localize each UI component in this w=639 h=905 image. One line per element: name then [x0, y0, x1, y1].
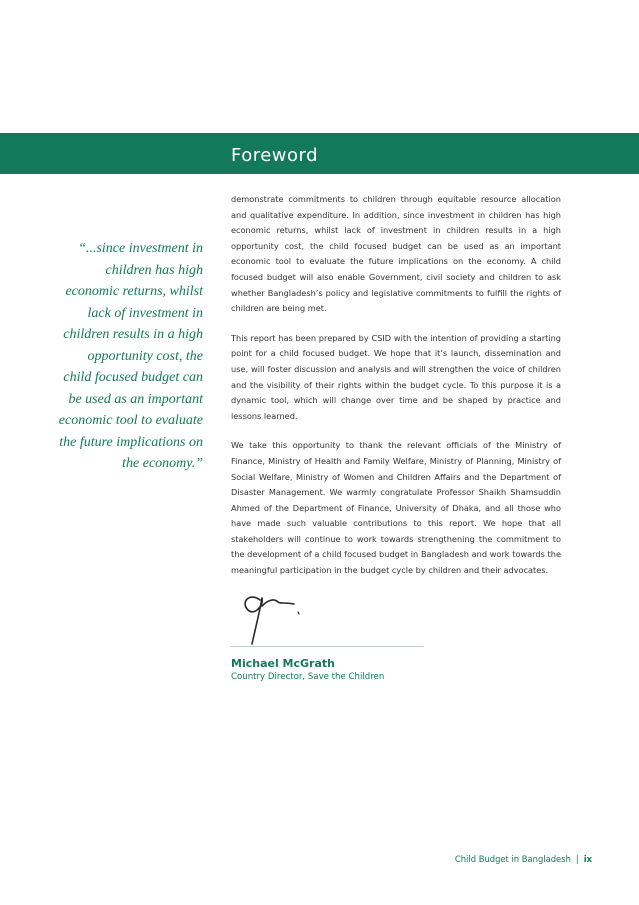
body-text — [231, 192, 561, 593]
body-paragraph-1: demonstrate commitments to children through equitable resource allocation and qualitative expenditure. In addition, since investment in children has high economic returns, whilst lack of investment in children results in a high opportunity cost, the child focused budget can be used as an important economic tool to evaluate the future implications on the economy. A child focused budget will also enable Government, civil society and children to ask whether Bangladesh’s policy and legislative commitments to fulfill the rights of children are being met. — [231, 194, 561, 314]
pull-quote: “...since investment in children has high economic returns, whilst lack of investment in children results in a high opportunity cost, the child focused budget can be used as an important economic tool to evaluate the future implications on the economy.” — [58, 241, 203, 471]
signer-role: Country Director, Save the Children — [231, 672, 385, 682]
body-paragraph-2: This report has been prepared by CSID with the intention of providing a starting point for a child focused budget. We hope that it’s launch, dissemination and use, will foster discussion and analysis and will strengthen the voice of children and the visibility of their rights within the budget cycle. To this purpose it is a dynamic tool, which will change over time and be shaped by practice and lessons learned. — [231, 332, 561, 421]
footer-document-title: Child Budget in Bangladesh — [454, 854, 571, 864]
footer-separator: | — [575, 854, 579, 864]
body-paragraph-3: We take this opportunity to thank the relevant officials of the Ministry of Finance, Ministry of Health and Family Welfare, Ministry of Planning, Ministry of Social Welfare, Ministry of Women and Children Affairs and the Department of Disaster Management. We warmly congratulate Professor Shaikh Shamsuddin Ahmed of the Department of Finance, University of Dhaka, and all those who have made such valuable contributions to this report. We hope that all stakeholders will continue to work towards strengthening the commitment to the development of a child focused budget in Bangladesh and work towards the meaningful participation in the budget cycle by children and their advocates. — [231, 440, 561, 576]
signer-name: Michael McGrath — [231, 657, 335, 670]
header-band — [0, 133, 639, 174]
handwritten-signature — [238, 588, 308, 648]
page-title: Foreword — [231, 145, 319, 166]
signature-rule — [230, 646, 424, 647]
page-footer — [455, 854, 592, 864]
page-number: ix — [583, 854, 592, 864]
